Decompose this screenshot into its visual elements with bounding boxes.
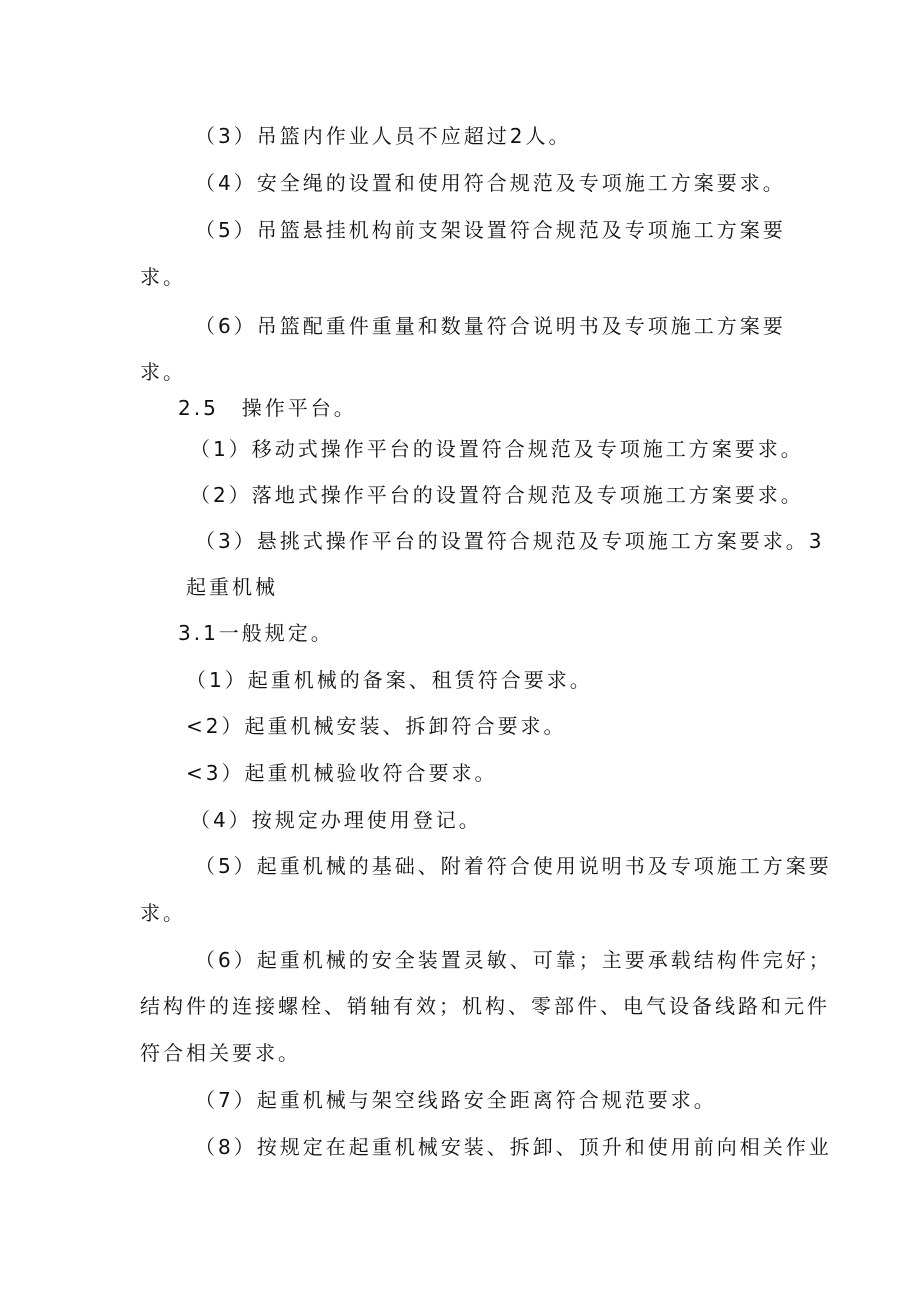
text-line-safety-devices-cont-1: 结构件的连接螺栓、销轴有效；机构、零部件、电气设备线路和元件 bbox=[140, 994, 830, 1018]
text-line-floor-platform: （2）落地式操作平台的设置符合规范及专项施工方案要求。 bbox=[190, 483, 804, 507]
section-heading-2-5: 2.5 操作平台。 bbox=[178, 396, 357, 420]
text-line-disclosure-before-operation: （8）按规定在起重机械安装、拆卸、顶升和使用前向相关作业 bbox=[195, 1135, 832, 1159]
text-line-item-5-continuation: 求。 bbox=[140, 265, 186, 289]
section-heading-3-lifting-machinery: 起重机械 bbox=[186, 575, 278, 599]
text-line-mobile-platform: （1）移动式操作平台的设置符合规范及专项施工方案要求。 bbox=[190, 437, 804, 461]
text-line-item-5-basket-support: （5）吊篮悬挂机构前支架设置符合规范及专项施工方案要 bbox=[195, 218, 786, 242]
text-line-cantilever-platform: （3）悬挑式操作平台的设置符合规范及专项施工方案要求。3 bbox=[195, 529, 825, 553]
text-line-installation-dismantling: <2）起重机械安装、拆卸符合要求。 bbox=[186, 714, 567, 738]
text-line-item-6-continuation: 求。 bbox=[140, 360, 186, 384]
text-line-item-6-counterweight: （6）吊篮配重件重量和数量符合说明书及专项施工方案要 bbox=[195, 314, 786, 338]
text-line-acceptance: <3）起重机械验收符合要求。 bbox=[186, 761, 498, 785]
text-line-overhead-line-distance: （7）起重机械与架空线路安全距离符合规范要求。 bbox=[195, 1088, 717, 1112]
text-line-foundation-attachment: （5）起重机械的基础、附着符合使用说明书及专项施工方案要 bbox=[195, 854, 832, 878]
text-line-safety-devices-cont-2: 符合相关要求。 bbox=[140, 1041, 301, 1065]
text-line-item-3-basket-persons: （3）吊篮内作业人员不应超过2人。 bbox=[195, 124, 572, 148]
text-line-item-4-safety-rope: （4）安全绳的设置和使用符合规范及专项施工方案要求。 bbox=[195, 171, 786, 195]
section-heading-3-1: 3.1一般规定。 bbox=[178, 621, 334, 645]
text-line-registration-lease: （1）起重机械的备案、租赁符合要求。 bbox=[186, 668, 593, 692]
text-line-safety-devices: （6）起重机械的安全装置灵敏、可靠；主要承载结构件完好； bbox=[195, 948, 832, 972]
text-line-foundation-continuation: 求。 bbox=[140, 901, 186, 925]
text-line-registration-use: （4）按规定办理使用登记。 bbox=[190, 808, 482, 832]
